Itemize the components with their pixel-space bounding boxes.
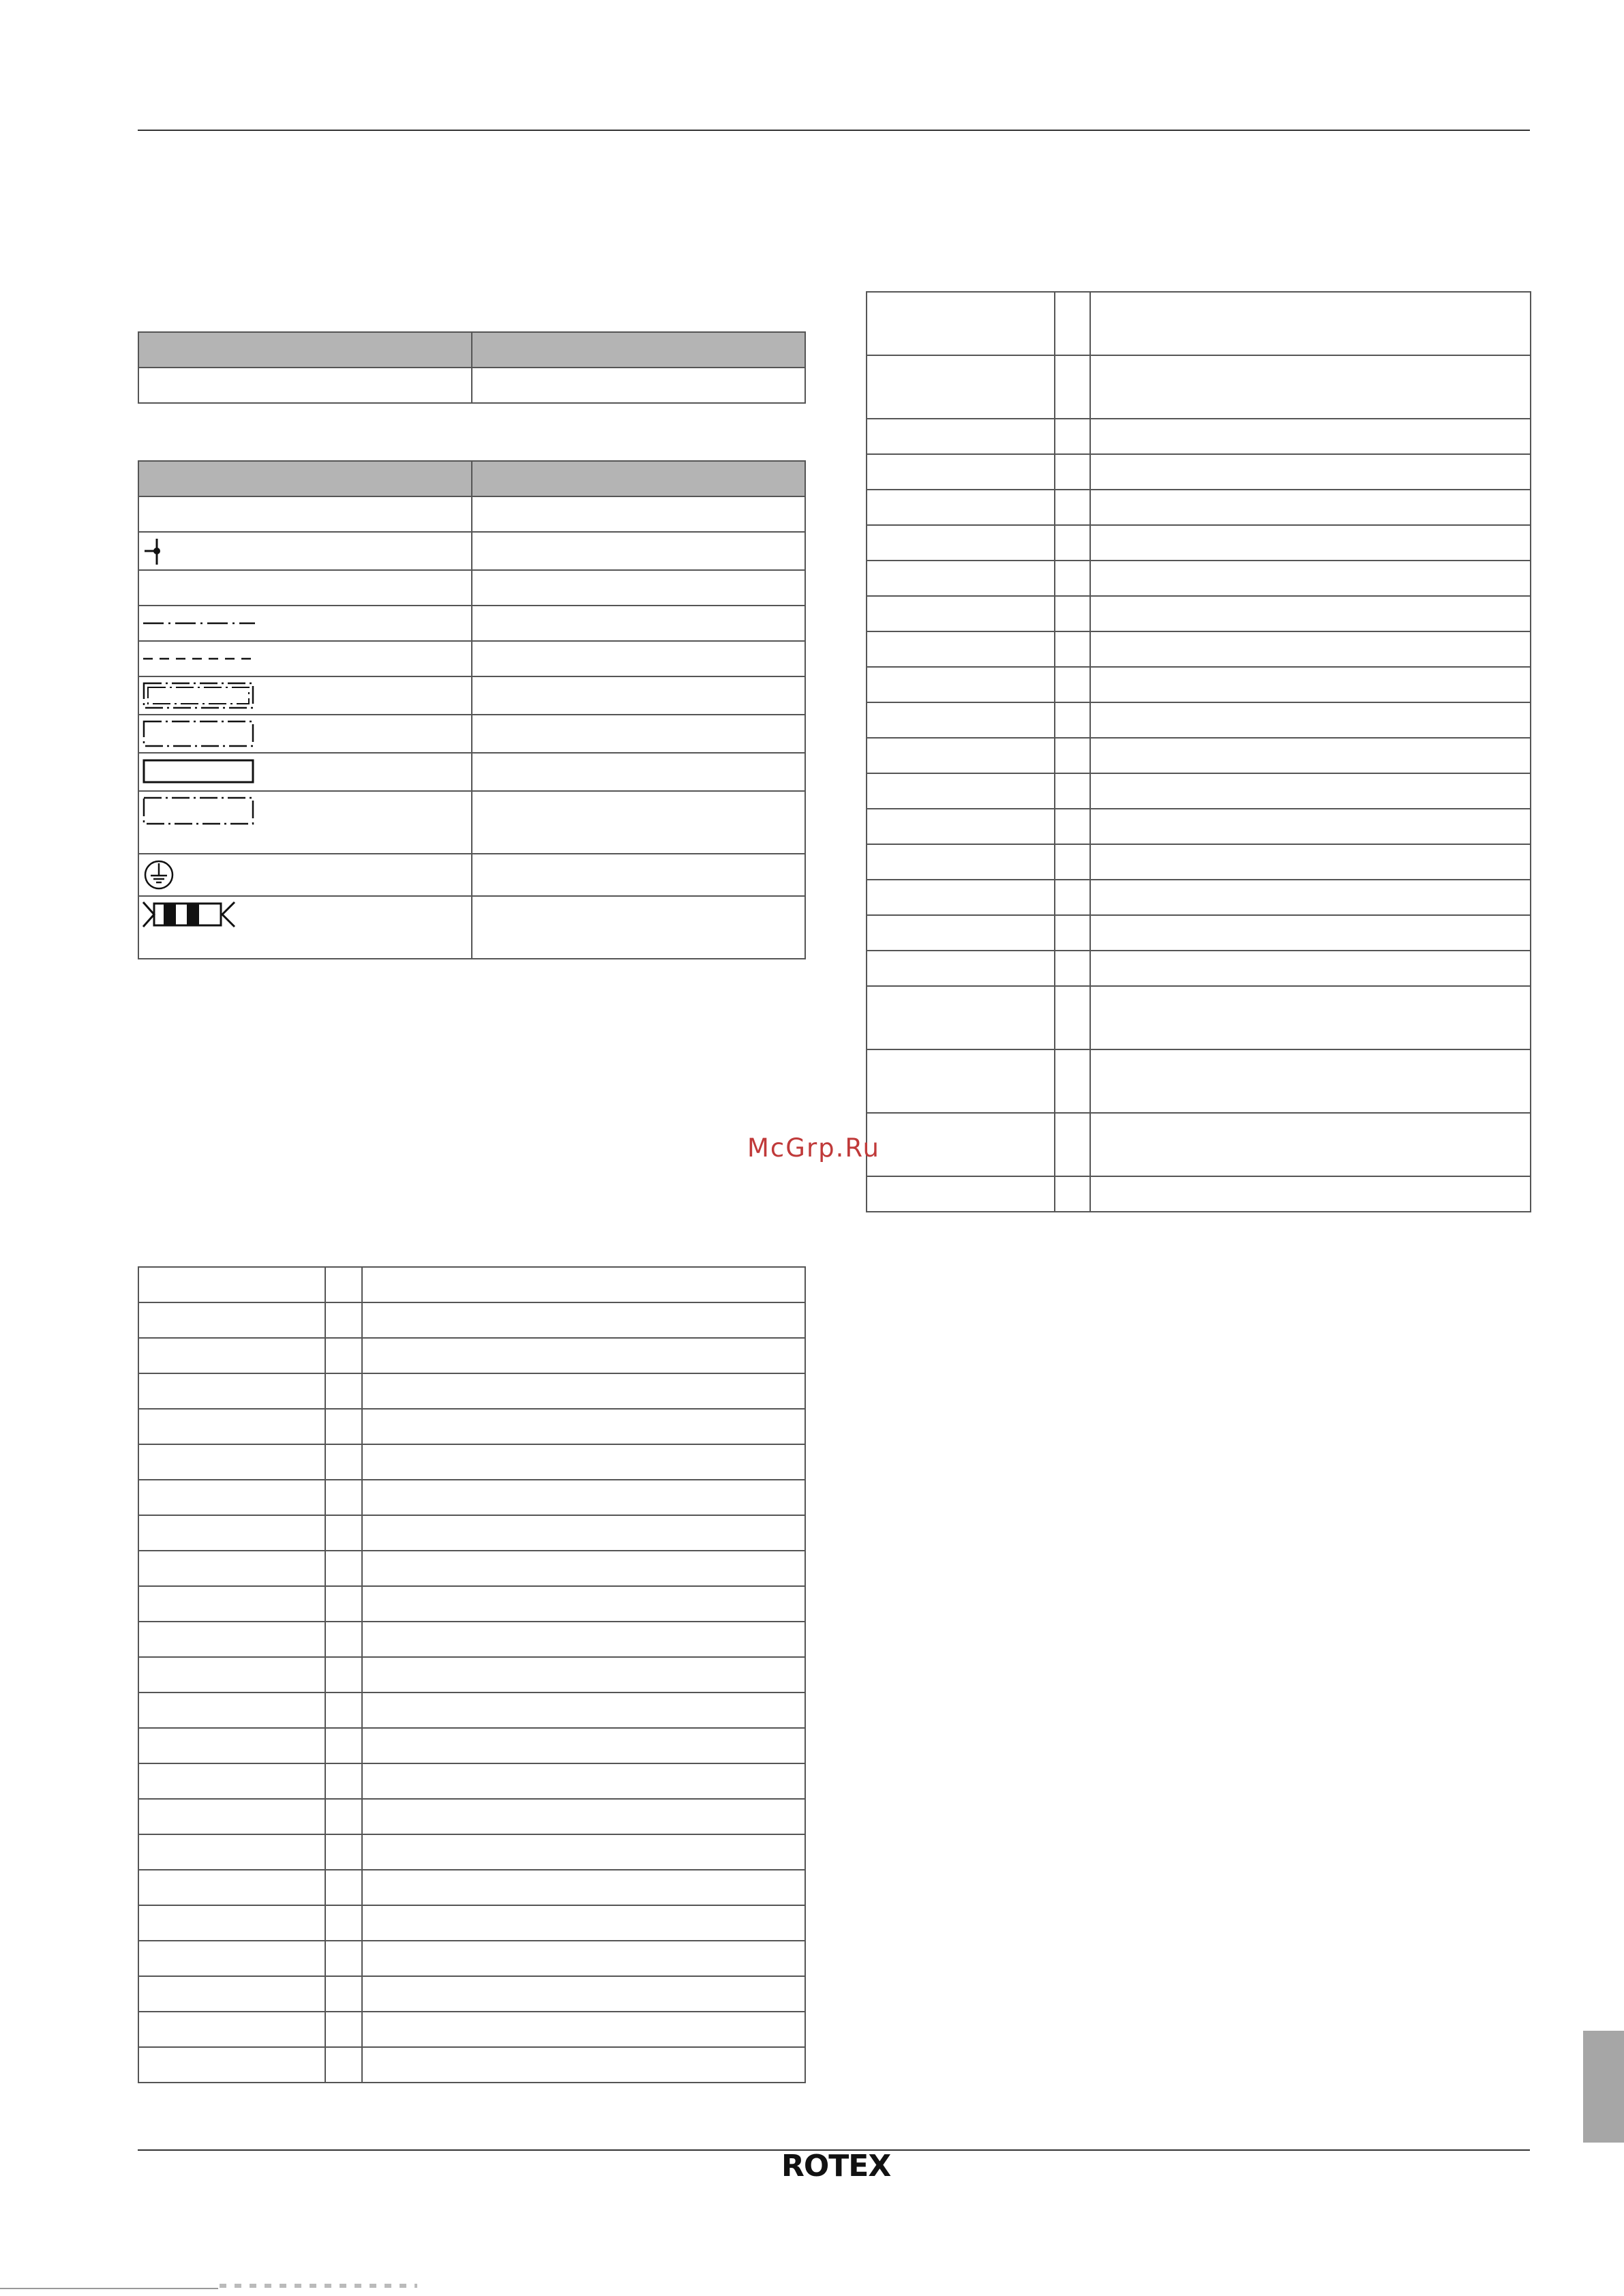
table-cell [867,986,1055,1049]
table-cell [1055,986,1090,1049]
table-cell [362,1409,805,1444]
symbol-cell [138,606,472,641]
table-cell [867,738,1055,773]
symbol-cell [138,896,472,959]
table-row [138,791,805,854]
table-cell [138,1586,325,1622]
table-cell [325,1905,362,1941]
symbol-cell [138,676,472,715]
table-cell [472,715,805,753]
table-cell [1090,915,1531,951]
table-cell [1055,809,1090,844]
table-cell [138,2047,325,2083]
table-cell [1090,809,1531,844]
table-cell [867,596,1055,631]
table-cell [1090,292,1531,355]
table-cell [867,419,1055,454]
table-row [138,1799,805,1834]
table-row [138,606,805,641]
table-cell [867,631,1055,667]
table-cell [362,1976,805,2012]
table-cell [867,951,1055,986]
wire-junction-icon [142,536,169,566]
table-cell [1055,561,1090,596]
table-cell [472,896,805,959]
table-cell [362,1551,805,1586]
table-cell [867,490,1055,525]
table-cell [325,1763,362,1799]
table-cell [472,496,805,532]
table-row [138,1657,805,1693]
table-cell [138,1373,325,1409]
table-cell [1055,667,1090,702]
table-row [138,496,805,532]
table-row [138,368,805,403]
table-cell [325,2047,362,2083]
table-row [138,753,805,791]
table-cell [867,880,1055,915]
table-row [867,1176,1531,1212]
watermark: McGrp.Ru [747,1133,880,1163]
table-cell [362,1728,805,1763]
table-row [867,525,1531,561]
table-row [138,1515,805,1551]
table-cell [1055,951,1090,986]
table-cell [1055,1176,1090,1212]
table-cell [472,753,805,791]
table-cell [325,1515,362,1551]
table-row [138,1834,805,1870]
table-cell [1055,844,1090,880]
table-cell [138,1870,325,1905]
symbol-cell [138,791,472,854]
symbol-cell [138,753,472,791]
table-cell [1055,454,1090,490]
table-cell [325,1799,362,1834]
table-row [867,880,1531,915]
table-row [867,419,1531,454]
table-cell [1090,419,1531,454]
double-dash-dot-box-icon [142,681,258,710]
table-cell [472,676,805,715]
table-cell [1090,1176,1531,1212]
table-cell [325,1657,362,1693]
table-cell [1090,1049,1531,1113]
table-cell [1090,596,1531,631]
table-cell [867,355,1055,419]
table-header-row [138,461,805,496]
table-cell [867,702,1055,738]
table-row [138,1622,805,1657]
table-cell [362,2047,805,2083]
table-row [138,1728,805,1763]
table-row [138,1373,805,1409]
table-row [138,1302,805,1338]
table-cell [1055,419,1090,454]
table-row [138,715,805,753]
table-cell [1090,844,1531,880]
table-cell [138,1515,325,1551]
table-row [867,561,1531,596]
table-cell [362,1444,805,1480]
table-cell [1055,525,1090,561]
table-cell [362,1870,805,1905]
table-cell [325,1444,362,1480]
table-row [138,641,805,676]
table-cell [362,1586,805,1622]
table-cell [325,1586,362,1622]
legend-table-small [138,331,806,404]
table-cell [472,606,805,641]
table-cell [325,1302,362,1338]
table-cell [362,1622,805,1657]
table-cell [138,570,472,606]
header-cell [472,461,805,496]
table-cell [1090,355,1531,419]
table-header-row [138,332,805,368]
top-rule [138,130,1530,131]
table-row [867,454,1531,490]
dash-dot-box-icon [142,719,258,748]
table-cell [325,1373,362,1409]
table-row [138,532,805,570]
table-cell [138,1480,325,1515]
table-cell [472,791,805,854]
table-cell [472,368,805,403]
table-row [138,1870,805,1905]
table-row [138,2047,805,2083]
table-cell [138,368,472,403]
brand-logo: ROTEX [781,2149,891,2183]
table-cell [138,1551,325,1586]
table-cell [1055,738,1090,773]
table-row [138,1480,805,1515]
table-cell [867,1113,1055,1176]
table-cell [1090,880,1531,915]
component-table-left [138,1266,806,2083]
table-cell [362,1338,805,1373]
table-cell [138,1657,325,1693]
table-cell [325,2012,362,2047]
table-cell [1090,986,1531,1049]
table-row [138,1338,805,1373]
table-cell [1055,631,1090,667]
table-cell [1055,915,1090,951]
table-cell [867,1176,1055,1212]
table-cell [1090,1113,1531,1176]
connector-plug-icon [142,899,237,929]
table-row [867,773,1531,809]
protective-earth-icon [142,858,176,892]
solid-box-icon [142,758,258,786]
table-row [867,844,1531,880]
table-cell [867,915,1055,951]
table-cell [1090,525,1531,561]
header-cell [138,461,472,496]
table-cell [867,292,1055,355]
table-cell [472,532,805,570]
table-cell [138,1763,325,1799]
table-cell [867,773,1055,809]
table-cell [362,1515,805,1551]
table-cell [1090,561,1531,596]
table-row [138,1267,805,1302]
table-row [867,702,1531,738]
table-row [867,986,1531,1049]
table-row [867,809,1531,844]
table-cell [1090,454,1531,490]
table-cell [325,1551,362,1586]
table-cell [472,570,805,606]
table-cell [138,1976,325,2012]
table-cell [867,809,1055,844]
table-row [138,2012,805,2047]
table-row [138,676,805,715]
table-row [867,355,1531,419]
table-row [867,292,1531,355]
table-row [867,915,1531,951]
table-cell [325,1409,362,1444]
table-cell [867,1049,1055,1113]
symbol-cell [138,641,472,676]
table-row [867,1113,1531,1176]
table-row [867,490,1531,525]
chapter-tab-marker [1583,2031,1624,2143]
symbol-cell [138,532,472,570]
table-cell [1055,702,1090,738]
table-cell [325,1941,362,1976]
table-cell [362,1373,805,1409]
table-row [867,596,1531,631]
table-row [138,1763,805,1799]
table-cell [362,1941,805,1976]
table-row [138,570,805,606]
table-cell [1090,702,1531,738]
symbol-cell [138,854,472,896]
table-cell [362,1905,805,1941]
table-cell [1055,490,1090,525]
table-cell [1055,292,1090,355]
table-cell [325,1267,362,1302]
table-row [867,951,1531,986]
table-cell [472,641,805,676]
table-cell [325,1728,362,1763]
table-cell [138,1799,325,1834]
table-cell [362,1657,805,1693]
footer-line [0,2288,218,2289]
table-row [867,667,1531,702]
table-row [138,1941,805,1976]
table-cell [1090,738,1531,773]
table-cell [138,1941,325,1976]
dash-dot-line-icon [142,620,258,627]
table-cell [138,1622,325,1657]
table-cell [1055,880,1090,915]
table-row [138,1976,805,2012]
table-cell [362,1693,805,1728]
table-cell [1055,1049,1090,1113]
table-cell [138,1409,325,1444]
table-cell [1090,773,1531,809]
table-cell [1055,596,1090,631]
dash-dot-box-icon [142,796,258,826]
table-row [138,1409,805,1444]
table-cell [362,1799,805,1834]
table-cell [138,1905,325,1941]
table-cell [1090,490,1531,525]
table-row [867,631,1531,667]
table-row [138,1444,805,1480]
table-cell [362,1302,805,1338]
table-cell [325,1693,362,1728]
table-cell [1055,773,1090,809]
table-cell [867,525,1055,561]
symbol-legend-table [138,460,806,959]
table-cell [1055,1113,1090,1176]
table-row [867,738,1531,773]
table-cell [1090,667,1531,702]
table-cell [325,1834,362,1870]
table-cell [1090,951,1531,986]
table-row [138,1905,805,1941]
symbol-cell [138,715,472,753]
table-cell [362,2012,805,2047]
table-cell [325,1622,362,1657]
table-cell [362,1834,805,1870]
table-cell [472,854,805,896]
table-cell [325,1870,362,1905]
table-row [867,1049,1531,1113]
header-cell [138,332,472,368]
table-cell [867,667,1055,702]
table-cell [138,1338,325,1373]
component-table-right [866,291,1531,1212]
table-cell [138,1267,325,1302]
table-cell [867,561,1055,596]
table-cell [138,1693,325,1728]
table-cell [325,1480,362,1515]
table-row [138,1693,805,1728]
table-cell [362,1763,805,1799]
footer-dotted-line [220,2284,417,2288]
table-cell [1090,631,1531,667]
table-cell [138,2012,325,2047]
table-row [138,1551,805,1586]
table-cell [867,844,1055,880]
table-cell [325,1976,362,2012]
table-cell [138,1302,325,1338]
table-cell [138,1834,325,1870]
header-cell [472,332,805,368]
dashed-line-icon [142,655,258,662]
table-cell [867,454,1055,490]
table-cell [362,1480,805,1515]
table-cell [138,496,472,532]
table-cell [138,1728,325,1763]
table-cell [325,1338,362,1373]
table-row [138,896,805,959]
table-cell [138,1444,325,1480]
table-cell [1055,355,1090,419]
table-row [138,854,805,896]
table-row [138,1586,805,1622]
table-cell [362,1267,805,1302]
